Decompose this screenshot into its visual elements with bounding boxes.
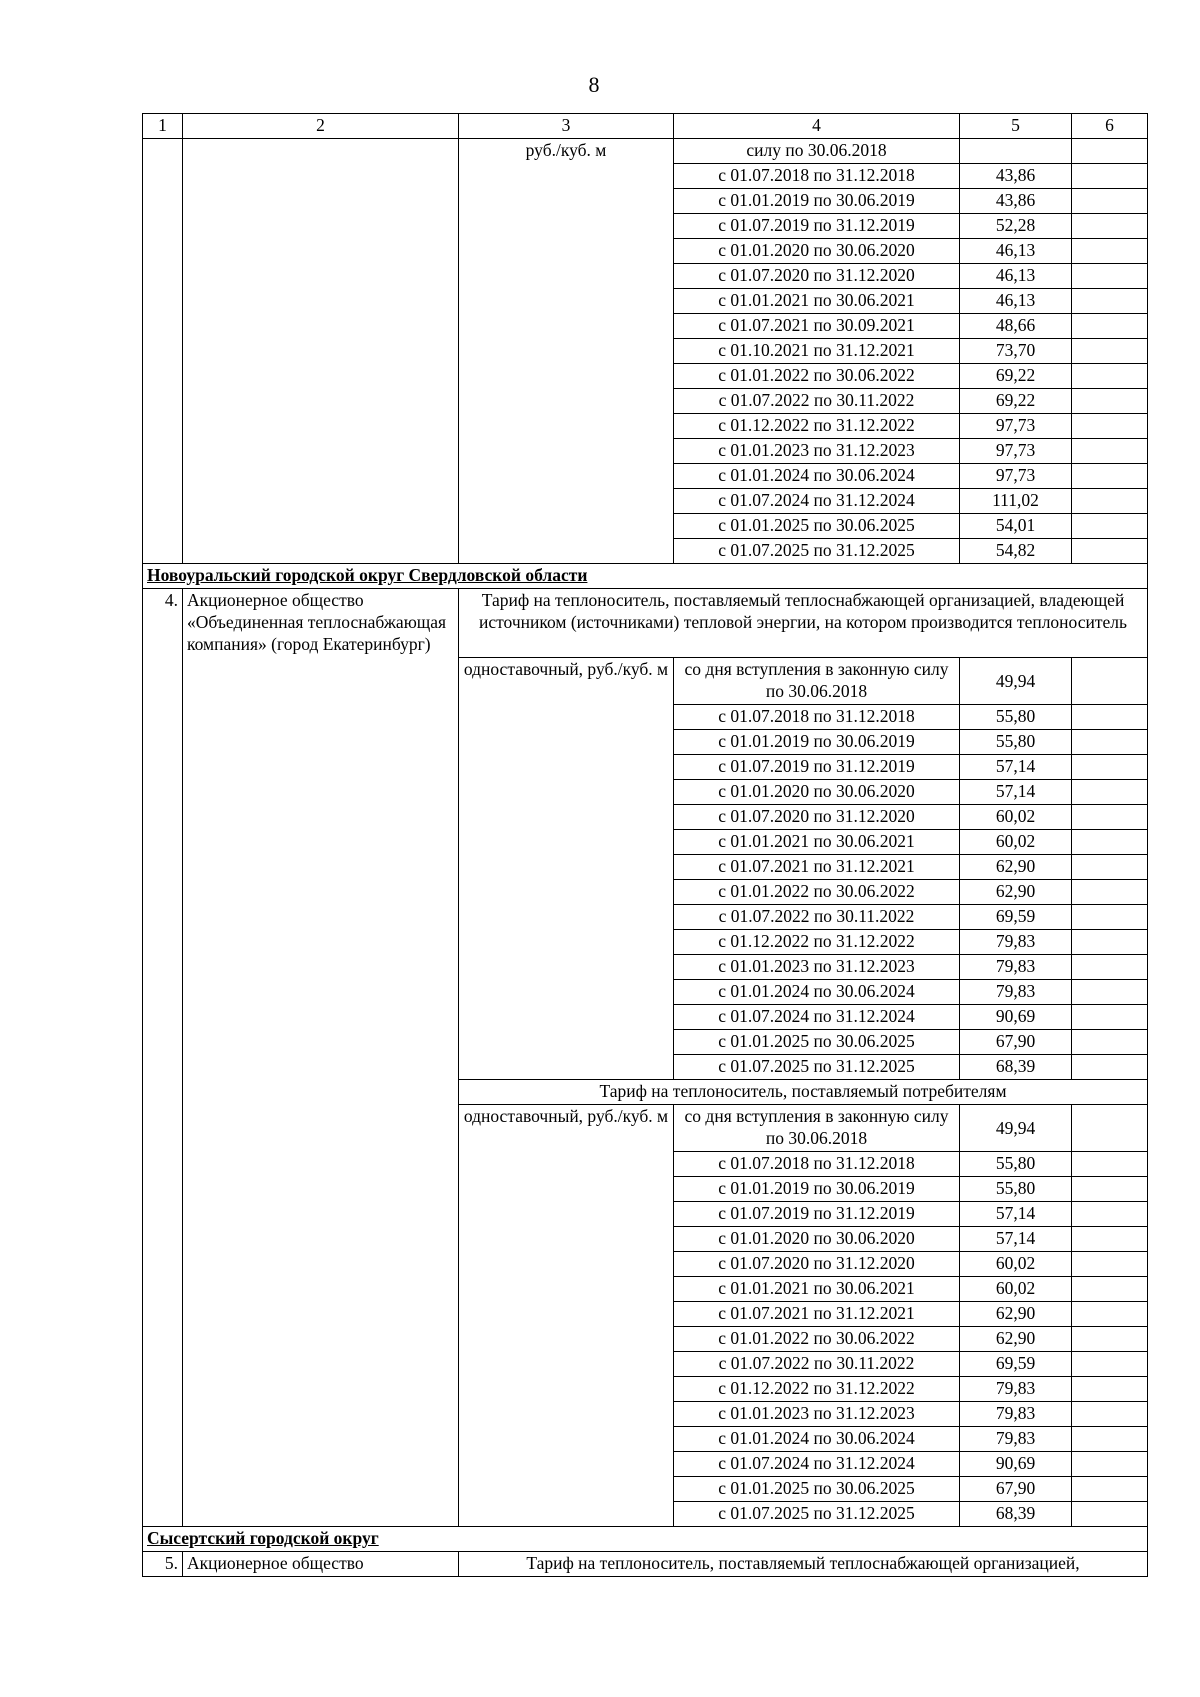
period-cell: с 01.07.2019 по 31.12.2019 <box>674 755 960 780</box>
note-cell <box>1072 1152 1148 1177</box>
header-cell: 4 <box>674 114 960 139</box>
note-cell <box>1072 539 1148 564</box>
period-cell: с 01.07.2024 по 31.12.2024 <box>674 1005 960 1030</box>
value-cell: 69,22 <box>960 364 1072 389</box>
value-cell: 48,66 <box>960 314 1072 339</box>
value-cell: 67,90 <box>960 1477 1072 1502</box>
value-cell: 73,70 <box>960 339 1072 364</box>
period-cell: с 01.01.2019 по 30.06.2019 <box>674 1177 960 1202</box>
value-cell: 60,02 <box>960 830 1072 855</box>
header-cell: 3 <box>459 114 674 139</box>
note-cell <box>1072 339 1148 364</box>
note-cell <box>1072 730 1148 755</box>
value-cell: 69,59 <box>960 905 1072 930</box>
value-cell: 55,80 <box>960 730 1072 755</box>
period-cell: с 01.01.2024 по 30.06.2024 <box>674 464 960 489</box>
value-cell: 43,86 <box>960 164 1072 189</box>
note-cell <box>1072 1030 1148 1055</box>
note-cell <box>1072 755 1148 780</box>
value-cell: 90,69 <box>960 1452 1072 1477</box>
rate-type-cell: одноставочный, руб./куб. м <box>459 658 674 1080</box>
org-cell: Акционерное общество <box>183 1552 459 1577</box>
value-cell: 43,86 <box>960 189 1072 214</box>
period-cell: с 01.01.2025 по 30.06.2025 <box>674 514 960 539</box>
period-cell: со дня вступления в законную силу по 30.06.2018 <box>674 1105 960 1152</box>
header-cell: 2 <box>183 114 459 139</box>
note-cell <box>1072 1377 1148 1402</box>
org-cell: Акционерное общество «Объединенная теплоснабжающая компания» (город Екатеринбург) <box>183 589 459 1527</box>
rate-type-cell: руб./куб. м <box>459 139 674 564</box>
note-cell <box>1072 289 1148 314</box>
num-cell: 4. <box>143 589 183 1527</box>
value-cell: 60,02 <box>960 805 1072 830</box>
note-cell <box>1072 1177 1148 1202</box>
note-cell <box>1072 658 1148 705</box>
note-cell <box>1072 214 1148 239</box>
note-cell <box>1072 705 1148 730</box>
note-cell <box>1072 464 1148 489</box>
period-cell: с 01.07.2025 по 31.12.2025 <box>674 539 960 564</box>
value-cell: 62,90 <box>960 880 1072 905</box>
period-cell: с 01.07.2021 по 30.09.2021 <box>674 314 960 339</box>
note-cell <box>1072 1477 1148 1502</box>
note-cell <box>1072 264 1148 289</box>
period-cell: со дня вступления в законную силу по 30.06.2018 <box>674 658 960 705</box>
note-cell <box>1072 1277 1148 1302</box>
value-cell: 57,14 <box>960 1202 1072 1227</box>
value-cell: 67,90 <box>960 1030 1072 1055</box>
note-cell <box>1072 1252 1148 1277</box>
value-cell: 79,83 <box>960 1402 1072 1427</box>
period-cell: с 01.07.2020 по 31.12.2020 <box>674 805 960 830</box>
tariff-title: Тариф на теплоноситель, поставляемый потребителям <box>459 1080 1148 1105</box>
tariff-title: Тариф на теплоноситель, поставляемый теплоснабжающей организацией, <box>459 1552 1148 1577</box>
table-row <box>143 1552 1148 1577</box>
num-cell: 5. <box>143 1552 183 1577</box>
note-cell <box>1072 1502 1148 1527</box>
num-cell <box>143 139 183 564</box>
period-cell: с 01.07.2019 по 31.12.2019 <box>674 214 960 239</box>
note-cell <box>1072 930 1148 955</box>
note-cell <box>1072 1005 1148 1030</box>
note-cell <box>1072 830 1148 855</box>
period-cell: с 01.01.2019 по 30.06.2019 <box>674 730 960 755</box>
period-cell: с 01.07.2021 по 31.12.2021 <box>674 1302 960 1327</box>
period-cell: с 01.01.2020 по 30.06.2020 <box>674 239 960 264</box>
header-cell: 5 <box>960 114 1072 139</box>
tariff-title: Тариф на теплоноситель, поставляемый теплоснабжающей организацией, владеющей источником (источниками) тепловой энергии, на котором производится теплоноситель <box>459 589 1148 658</box>
value-cell: 97,73 <box>960 439 1072 464</box>
note-cell <box>1072 905 1148 930</box>
note-cell <box>1072 1227 1148 1252</box>
period-cell: с 01.01.2025 по 30.06.2025 <box>674 1477 960 1502</box>
value-cell: 52,28 <box>960 214 1072 239</box>
value-cell: 55,80 <box>960 1177 1072 1202</box>
note-cell <box>1072 389 1148 414</box>
value-cell: 97,73 <box>960 464 1072 489</box>
value-cell: 97,73 <box>960 414 1072 439</box>
note-cell <box>1072 189 1148 214</box>
note-cell <box>1072 1452 1148 1477</box>
note-cell <box>1072 1402 1148 1427</box>
note-cell <box>1072 139 1148 164</box>
note-cell <box>1072 955 1148 980</box>
period-cell: с 01.07.2025 по 31.12.2025 <box>674 1055 960 1080</box>
value-cell: 54,01 <box>960 514 1072 539</box>
period-cell: с 01.01.2023 по 31.12.2023 <box>674 1402 960 1427</box>
period-cell: с 01.07.2022 по 30.11.2022 <box>674 905 960 930</box>
period-cell: с 01.12.2022 по 31.12.2022 <box>674 1377 960 1402</box>
note-cell <box>1072 439 1148 464</box>
section-heading: Новоуральский городской округ Свердловской области <box>143 564 1148 589</box>
note-cell <box>1072 1302 1148 1327</box>
period-cell: с 01.10.2021 по 31.12.2021 <box>674 339 960 364</box>
value-cell: 62,90 <box>960 855 1072 880</box>
note-cell <box>1072 1427 1148 1452</box>
note-cell <box>1072 364 1148 389</box>
period-cell: с 01.01.2019 по 30.06.2019 <box>674 189 960 214</box>
value-cell: 46,13 <box>960 289 1072 314</box>
period-cell: с 01.07.2020 по 31.12.2020 <box>674 1252 960 1277</box>
period-cell: с 01.07.2018 по 31.12.2018 <box>674 164 960 189</box>
value-cell: 57,14 <box>960 1227 1072 1252</box>
period-cell: с 01.12.2022 по 31.12.2022 <box>674 930 960 955</box>
value-cell: 79,83 <box>960 1427 1072 1452</box>
period-cell: с 01.12.2022 по 31.12.2022 <box>674 414 960 439</box>
period-cell: с 01.07.2020 по 31.12.2020 <box>674 264 960 289</box>
period-cell: с 01.01.2023 по 31.12.2023 <box>674 955 960 980</box>
org-cell <box>183 139 459 564</box>
header-row <box>143 114 1148 139</box>
note-cell <box>1072 980 1148 1005</box>
value-cell: 79,83 <box>960 955 1072 980</box>
section-row <box>143 1527 1148 1552</box>
period-cell: с 01.01.2021 по 30.06.2021 <box>674 1277 960 1302</box>
note-cell <box>1072 314 1148 339</box>
value-cell: 68,39 <box>960 1502 1072 1527</box>
note-cell <box>1072 880 1148 905</box>
section-row <box>143 564 1148 589</box>
note-cell <box>1072 1327 1148 1352</box>
period-cell: с 01.07.2018 по 31.12.2018 <box>674 1152 960 1177</box>
note-cell <box>1072 239 1148 264</box>
value-cell: 55,80 <box>960 1152 1072 1177</box>
note-cell <box>1072 1352 1148 1377</box>
rate-type-cell: одноставочный, руб./куб. м <box>459 1105 674 1527</box>
note-cell <box>1072 164 1148 189</box>
note-cell <box>1072 414 1148 439</box>
period-cell: с 01.07.2022 по 30.11.2022 <box>674 389 960 414</box>
value-cell: 68,39 <box>960 1055 1072 1080</box>
note-cell <box>1072 1105 1148 1152</box>
value-cell: 79,83 <box>960 980 1072 1005</box>
note-cell <box>1072 489 1148 514</box>
table-row <box>143 589 1148 658</box>
period-cell: с 01.01.2020 по 30.06.2020 <box>674 780 960 805</box>
period-cell: с 01.07.2022 по 30.11.2022 <box>674 1352 960 1377</box>
value-cell: 60,02 <box>960 1277 1072 1302</box>
value-cell: 46,13 <box>960 264 1072 289</box>
value-cell: 69,59 <box>960 1352 1072 1377</box>
period-cell: с 01.07.2024 по 31.12.2024 <box>674 489 960 514</box>
period-cell: с 01.01.2023 по 31.12.2023 <box>674 439 960 464</box>
period-cell: с 01.01.2022 по 30.06.2022 <box>674 364 960 389</box>
value-cell: 60,02 <box>960 1252 1072 1277</box>
value-cell <box>960 139 1072 164</box>
note-cell <box>1072 1202 1148 1227</box>
period-cell: с 01.01.2021 по 30.06.2021 <box>674 289 960 314</box>
value-cell: 57,14 <box>960 755 1072 780</box>
note-cell <box>1072 514 1148 539</box>
value-cell: 90,69 <box>960 1005 1072 1030</box>
period-cell: с 01.01.2022 по 30.06.2022 <box>674 1327 960 1352</box>
page-number: 8 <box>588 72 600 97</box>
value-cell: 62,90 <box>960 1302 1072 1327</box>
period-cell: с 01.07.2021 по 31.12.2021 <box>674 855 960 880</box>
period-cell: с 01.07.2025 по 31.12.2025 <box>674 1502 960 1527</box>
period-cell: с 01.07.2019 по 31.12.2019 <box>674 1202 960 1227</box>
value-cell: 55,80 <box>960 705 1072 730</box>
value-cell: 69,22 <box>960 389 1072 414</box>
note-cell <box>1072 780 1148 805</box>
period-cell: с 01.01.2020 по 30.06.2020 <box>674 1227 960 1252</box>
period-cell: с 01.07.2024 по 31.12.2024 <box>674 1452 960 1477</box>
header-cell: 1 <box>143 114 183 139</box>
period-cell: с 01.01.2024 по 30.06.2024 <box>674 1427 960 1452</box>
value-cell: 79,83 <box>960 1377 1072 1402</box>
value-cell: 111,02 <box>960 489 1072 514</box>
note-cell <box>1072 805 1148 830</box>
period-cell: с 01.01.2025 по 30.06.2025 <box>674 1030 960 1055</box>
value-cell: 49,94 <box>960 658 1072 705</box>
section-heading: Сысертский городской округ <box>143 1527 1148 1552</box>
value-cell: 54,82 <box>960 539 1072 564</box>
header-cell: 6 <box>1072 114 1148 139</box>
value-cell: 49,94 <box>960 1105 1072 1152</box>
note-cell <box>1072 855 1148 880</box>
period-cell: с 01.01.2022 по 30.06.2022 <box>674 880 960 905</box>
tariff-table <box>142 113 1148 1577</box>
value-cell: 57,14 <box>960 780 1072 805</box>
note-cell <box>1072 1055 1148 1080</box>
period-cell: с 01.01.2024 по 30.06.2024 <box>674 980 960 1005</box>
value-cell: 46,13 <box>960 239 1072 264</box>
value-cell: 79,83 <box>960 930 1072 955</box>
period-cell: силу по 30.06.2018 <box>674 139 960 164</box>
period-cell: с 01.01.2021 по 30.06.2021 <box>674 830 960 855</box>
period-cell: с 01.07.2018 по 31.12.2018 <box>674 705 960 730</box>
value-cell: 62,90 <box>960 1327 1072 1352</box>
table-row <box>143 139 1148 164</box>
